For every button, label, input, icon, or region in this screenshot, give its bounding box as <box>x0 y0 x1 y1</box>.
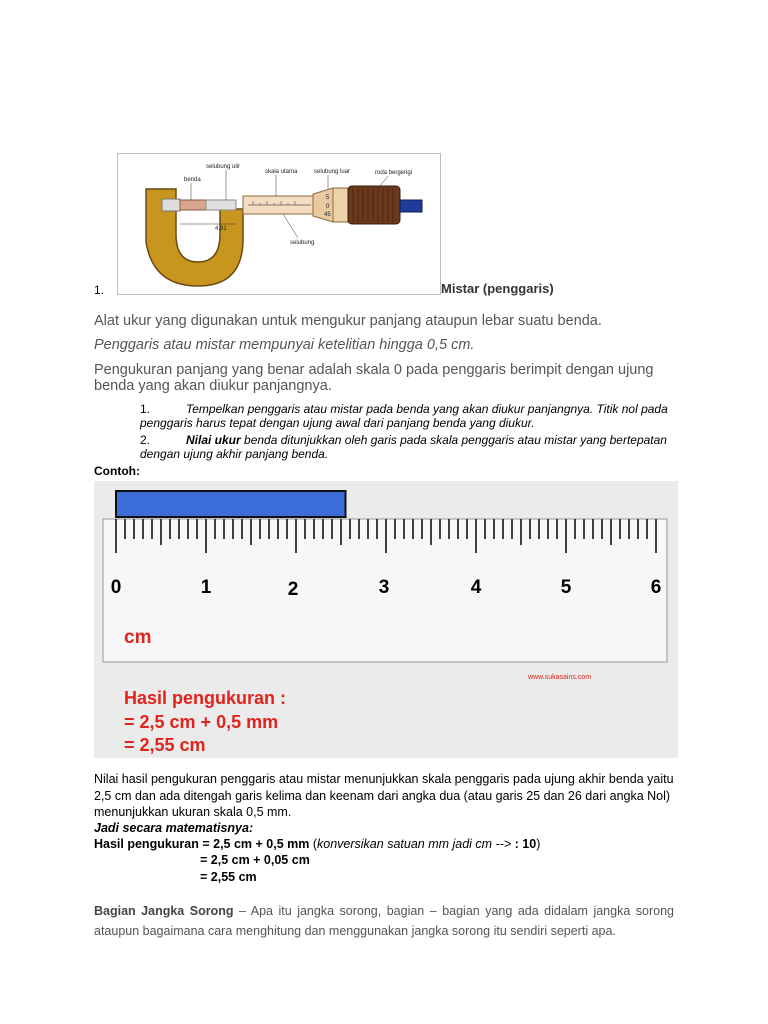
step-2-bold: Nilai ukur <box>186 433 241 447</box>
math-line-1-divisor: : 10 <box>511 837 537 851</box>
math-heading: Jadi secara matematisnya: <box>94 821 254 835</box>
paragraph-correct-measure: Pengukuran panjang yang benar adalah skala 0 pada penggaris berimpit dengan ujung benda yang akan diukur panjangnya. <box>94 362 654 394</box>
label-selubung-ulir: selubung ulir <box>206 164 241 170</box>
step-1-number: 1. <box>140 402 151 416</box>
ruler-number-5: 5 <box>560 577 572 598</box>
label-skala-utama: skala utama <box>265 169 298 175</box>
label-selubung-luar: selubung luar <box>314 169 351 175</box>
micrometer-figure <box>117 153 441 295</box>
bagian-text: – Apa itu jangka sorong, bagian – bagian yang ada didalam jangka sorong ataupun bagaimana cara menghitung dan menggunakan jangka sorong itu sendiri seperti apa. <box>94 904 674 938</box>
math-line-1 <box>94 837 540 851</box>
explanation-paragraph: Nilai hasil pengukuran penggaris atau mistar menunjukkan skala penggaris pada ujung akhir benda yaitu 2,5 cm dan ada ditengah garis kelima dan keenam dari angka dua (atau garis 25 dan 26 dari angka Nol) menunjukkan ukuran skala 0,5 mm. <box>94 772 674 819</box>
ratchet-knob <box>400 200 422 212</box>
step-2 <box>140 433 680 461</box>
bagian-paragraph <box>94 901 674 941</box>
math-line-3: = 2,55 cm <box>200 870 257 884</box>
math-line-1-main: Hasil pengukuran = 2,5 cm + 0,5 mm <box>94 837 310 851</box>
ruler-number-4: 4 <box>470 577 482 598</box>
ruler-number-6: 6 <box>650 577 662 598</box>
label-benda: benda <box>184 177 201 183</box>
micrometer-illustration <box>118 154 440 294</box>
label-roda-bergerigi: roda bergerigi <box>375 170 413 176</box>
math-paren-close: ) <box>536 837 541 851</box>
spindle <box>206 200 236 210</box>
result-line-3: = 2,55 cm <box>124 735 206 755</box>
ruler-number-0: 0 <box>110 577 122 598</box>
label-reading: 4,91 <box>215 226 227 232</box>
label-selubung: selubung <box>290 240 315 246</box>
thimble-label-top: 5 <box>326 195 330 201</box>
ruler-source: www.sukasains.com <box>528 674 592 681</box>
item-title: Mistar (penggaris) <box>441 281 554 296</box>
ruler-number-1: 1 <box>200 577 212 598</box>
paragraph-precision: Penggaris atau mistar mempunyai ketelitian hingga 0,5 cm. <box>94 337 475 353</box>
step-1-text: Tempelkan penggaris atau mistar pada benda yang akan diukur panjangnya. Titik nol pada penggaris harus tepat dengan ujung awal dari panjang benda yang diukur. <box>140 402 668 430</box>
step-2-number: 2. <box>140 433 151 447</box>
bagian-title: Bagian Jangka Sorong <box>94 904 234 918</box>
math-paren-open: ( <box>309 837 318 851</box>
thimble-label-mid: 0 <box>326 204 330 210</box>
anvil <box>162 199 180 211</box>
math-line-2: = 2,5 cm + 0,05 cm <box>200 853 310 867</box>
ruler-number-3: 3 <box>378 577 390 598</box>
item-number: 1. <box>94 283 105 297</box>
paragraph-definition: Alat ukur yang digunakan untuk mengukur panjang ataupun lebar suatu benda. <box>94 313 602 329</box>
thimble-label-bottom: 45 <box>324 212 331 218</box>
ruler-number-2: 2 <box>287 579 299 600</box>
step-2-text: benda ditunjukkan oleh garis pada skala penggaris atau mistar yang bertepatan dengan ujung akhir panjang benda. <box>140 433 667 461</box>
math-line-1-note: konversikan satuan mm jadi cm --> <box>317 837 512 851</box>
object <box>180 200 206 210</box>
result-line-1: Hasil pengukuran : <box>124 688 287 708</box>
result-line-2: = 2,5 cm + 0,5 mm <box>124 712 279 732</box>
ratchet <box>348 186 400 224</box>
ruler-figure <box>94 481 678 758</box>
step-1 <box>140 402 680 430</box>
ruler-unit: cm <box>124 627 152 648</box>
contoh-label: Contoh: <box>94 464 140 478</box>
ruler-illustration <box>94 481 678 758</box>
measured-object <box>116 491 346 517</box>
